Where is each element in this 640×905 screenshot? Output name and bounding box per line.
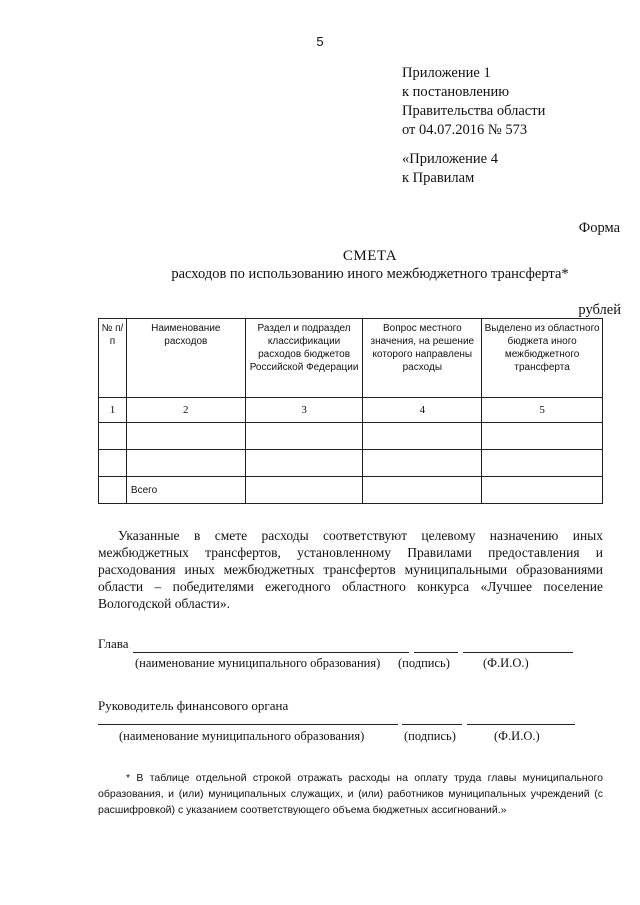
empty-cell	[245, 423, 363, 450]
appendix-inner-line-1: «Приложение 4	[402, 151, 498, 167]
header-cell: Раздел и подраздел классификации расходов бюджетов Российской Федерации	[245, 319, 363, 398]
estimate-table	[98, 318, 603, 504]
table-number-row	[99, 398, 603, 423]
head-caption-name: (наименование муниципального образования)	[135, 656, 381, 670]
number-cell: 4	[363, 398, 482, 423]
appendix-line-4: от 04.07.2016 № 573	[402, 122, 528, 138]
appendix-line-3: Правительства области	[402, 103, 546, 119]
empty-cell	[363, 450, 482, 477]
table-header-row	[99, 319, 603, 398]
empty-cell	[363, 423, 482, 450]
empty-cell	[482, 423, 603, 450]
finance-caption-fio: (Ф.И.О.)	[494, 729, 540, 743]
head-fio-line	[463, 652, 573, 653]
empty-cell	[482, 450, 603, 477]
head-label: Глава	[98, 636, 129, 651]
header-cell: Наименование расходов	[126, 319, 245, 398]
page-number: 5	[316, 34, 324, 49]
appendix-inner-line-2: к Правилам	[402, 170, 475, 186]
finance-label: Руководитель финансового органа	[98, 698, 289, 713]
head-caption-fio: (Ф.И.О.)	[483, 656, 529, 670]
footnote: * В таблице отдельной строкой отражать расходы на оплату труда главы муниципального образования, и (или) муниципальных служащих, и (или) работников муниципальных учреждений (с расшифровкой) с указанием соответствующего объема бюджетных ассигнований.»	[98, 772, 603, 816]
unit-label: рублей	[578, 302, 621, 318]
table-row	[99, 450, 603, 477]
appendix-header	[402, 64, 545, 140]
header-cell: Выделено из областного бюджета иного межбюджетного трансферта	[482, 319, 603, 398]
number-cell: 5	[482, 398, 603, 423]
appendix-inner	[402, 150, 498, 188]
compliance-paragraph: Указанные в смете расходы соответствуют целевому назначению иных межбюджетных трансфертов, установленному Правилами предоставления и расходования иных межбюджетных трансфертов муниципальными образованиями области – победителями ежегодного областного конкурса «Лучшее поселение Вологодской области».	[98, 528, 603, 611]
finance-name-line	[98, 724, 398, 725]
finance-sign-line	[402, 724, 462, 725]
empty-cell	[99, 423, 127, 450]
head-name-line	[133, 652, 409, 653]
empty-cell	[99, 477, 127, 504]
number-cell: 3	[245, 398, 363, 423]
empty-cell	[482, 477, 603, 504]
header-cell: № п/п	[99, 319, 127, 398]
head-sign-line	[414, 652, 458, 653]
table-row	[99, 423, 603, 450]
document-title: СМЕТА	[342, 248, 398, 264]
empty-cell	[245, 450, 363, 477]
finance-caption-sign: (подпись)	[404, 729, 456, 743]
empty-cell	[245, 477, 363, 504]
finance-fio-line	[467, 724, 575, 725]
appendix-line-2: к постановлению	[402, 84, 510, 100]
appendix-line-1: Приложение 1	[402, 65, 491, 81]
finance-caption-name: (наименование муниципального образования)	[119, 729, 365, 743]
total-label: Всего	[126, 477, 245, 504]
table-total-row	[99, 477, 603, 504]
form-label: Форма	[578, 220, 620, 236]
header-cell: Вопрос местного значения, на решение которого направлены расходы	[363, 319, 482, 398]
document-subtitle: расходов по использованию иного межбюджетного трансферта*	[171, 266, 569, 282]
number-cell: 2	[126, 398, 245, 423]
head-caption-sign: (подпись)	[398, 656, 450, 670]
empty-cell	[363, 477, 482, 504]
empty-cell	[126, 450, 245, 477]
number-cell: 1	[99, 398, 127, 423]
empty-cell	[126, 423, 245, 450]
empty-cell	[99, 450, 127, 477]
